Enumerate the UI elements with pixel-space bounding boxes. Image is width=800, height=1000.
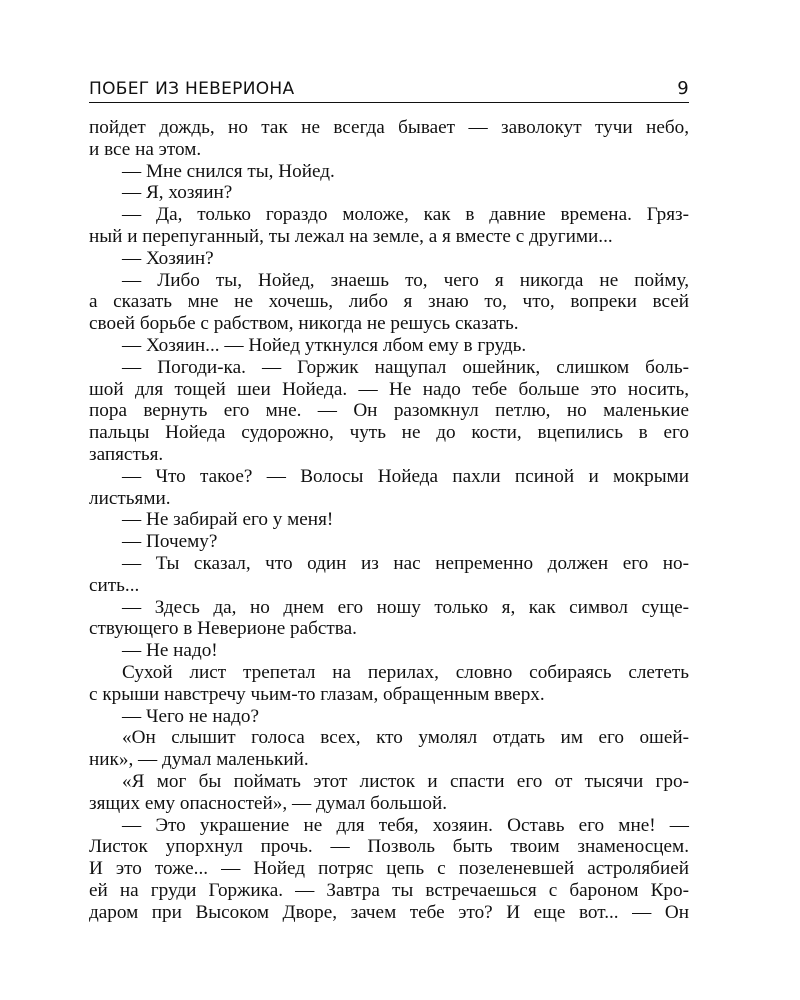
text-line: — Хозяин... — Нойед уткнулся лбом ему в грудь.: [122, 334, 527, 356]
text-line: — Здесь да, но днем его ношу только я, как символ суще-: [122, 596, 689, 618]
text-line: Сухой лист трепетал на перилах, словно собираясь слететь: [122, 661, 689, 683]
text-line: — Хозяин?: [122, 247, 214, 269]
text-line: — Погоди-ка. — Горжик нащупал ошейник, слишком боль-: [122, 356, 689, 378]
text-line: «Я мог бы поймать этот листок и спасти его от тысячи гро-: [122, 770, 689, 792]
text-line: сить...: [89, 574, 140, 596]
page-number: 9: [677, 78, 689, 99]
text-line: — Что такое? — Волосы Нойеда пахли псиной и мокрыми: [122, 465, 689, 487]
text-line: ник», — думал маленький.: [89, 749, 309, 771]
text-line: — Ты сказал, что один из нас непременно должен его но-: [122, 552, 689, 574]
text-line: даром при Высоком Дворе, зачем тебе это? И еще вот... — Он: [89, 901, 689, 923]
text-line: — Мне снился ты, Нойед.: [122, 160, 335, 182]
text-line: и все на этом.: [89, 138, 202, 160]
text-line: ствующего в Неверионе рабства.: [89, 618, 357, 640]
text-line: а сказать мне не хочешь, либо я знаю то, что, вопреки всей: [89, 291, 689, 313]
text-line: — Либо ты, Нойед, знаешь то, чего я никогда не пойму,: [122, 269, 689, 291]
text-line: листьями.: [89, 487, 171, 509]
text-line: пальцы Нойеда судорожно, чуть не до кости, вцепились в его: [89, 422, 689, 444]
text-line: И это тоже... — Нойед потряс цепь с позеленевшей астролябией: [89, 858, 689, 880]
book-page: [89, 78, 689, 923]
text-line: ей на груди Горжика. — Завтра ты встречаешься с бароном Кро-: [89, 879, 689, 901]
text-line: — Почему?: [122, 531, 218, 553]
running-head: [89, 78, 689, 103]
text-line: пора вернуть его мне. — Он разомкнул петлю, но маленькие: [89, 400, 689, 422]
text-line: зящих ему опасностей», — думал большой.: [89, 792, 448, 814]
body-text: [89, 117, 689, 923]
text-line: с крыши навстречу чьим-то глазам, обращенным вверх.: [89, 683, 545, 705]
text-line: Листок упорхнул прочь. — Позволь быть твоим знаменосцем.: [89, 836, 689, 858]
text-line: — Не забирай его у меня!: [122, 509, 334, 531]
text-line: — Я, хозяин?: [122, 182, 233, 204]
text-line: — Да, только гораздо моложе, как в давние времена. Гряз-: [122, 204, 689, 226]
text-line: — Не надо!: [122, 640, 218, 662]
text-line: пойдет дождь, но так не всегда бывает — заволокут тучи небо,: [89, 117, 689, 138]
text-line: ный и перепуганный, ты лежал на земле, а я вместе с другими...: [89, 225, 613, 247]
book-title: ПОБЕГ ИЗ НЕВЕРИОНА: [89, 79, 295, 99]
text-line: — Это украшение не для тебя, хозяин. Оставь его мне! —: [122, 814, 689, 836]
text-line: «Он слышит голоса всех, кто умолял отдать им его ошей-: [122, 727, 689, 749]
text-line: запястья.: [89, 443, 164, 465]
text-line: своей борьбе с рабством, никогда не решусь сказать.: [89, 313, 519, 335]
text-line: — Чего не надо?: [122, 705, 259, 727]
text-line: шой для тощей шеи Нойеда. — Не надо тебе больше это носить,: [89, 378, 689, 400]
